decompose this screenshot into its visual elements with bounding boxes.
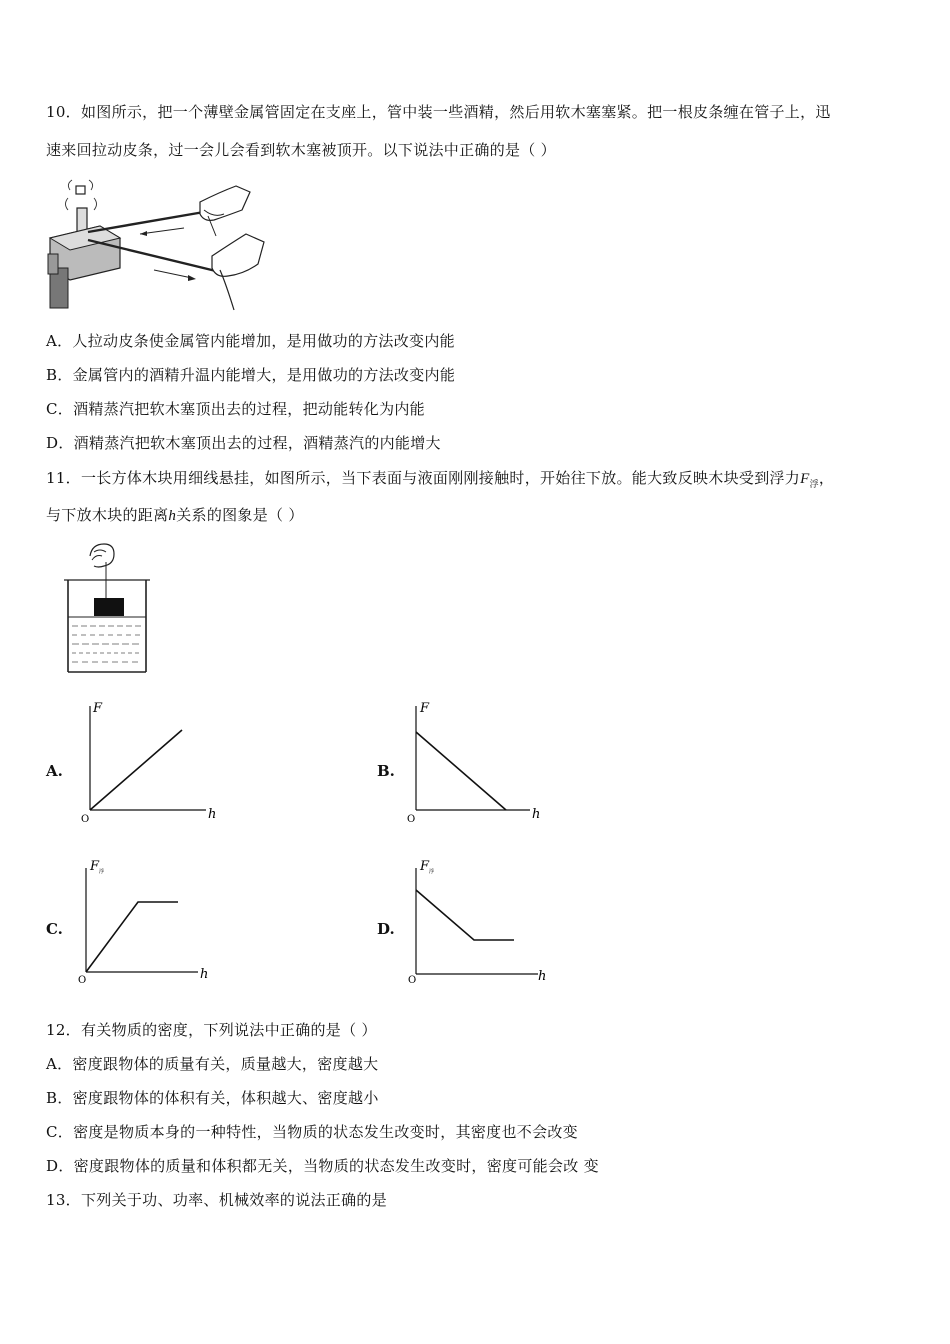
graph-d-x-label: h — [538, 969, 547, 984]
q11-stem-text-c: 关系的图象是（ ） — [176, 506, 304, 524]
q11-graph-d-label: D. — [377, 920, 395, 938]
q12-option-c: C．密度是物质本身的一种特性，当物质的状态发生改变时，其密度也不会改变 — [46, 1123, 578, 1141]
graph-b-x-label: h — [532, 807, 541, 822]
q10-option-d: D．酒精蒸汽把软木塞顶出去的过程，酒精蒸汽的内能增大 — [46, 434, 441, 452]
q10-apparatus-figure — [44, 176, 268, 316]
q10-stem-line1: 10．如图所示，把一个薄壁金属管固定在支座上，管中装一些酒精，然后用软木塞塞紧。把一根皮条缠在管子上，迅 — [46, 103, 831, 121]
graph-d-curve — [416, 890, 514, 940]
q11-graph-c-label: C. — [46, 920, 63, 938]
q11-stem-line1 — [46, 468, 834, 495]
graph-c-x-label: h — [200, 967, 209, 982]
q12-stem: 12．有关物质的密度，下列说法中正确的是（ ） — [46, 1021, 377, 1039]
graph-d-y-main: F — [420, 859, 430, 874]
q13-stem: 13．下列关于功、功率、机械效率的说法正确的是 — [46, 1191, 387, 1209]
q11-stem-f-sub: 浮 — [809, 480, 819, 490]
q11-graph-d — [402, 856, 552, 984]
q12-option-b: B．密度跟物体的体积有关，体积越大、密度越小 — [46, 1089, 379, 1107]
q10-option-b: B．金属管内的酒精升温内能增大，是用做功的方法改变内能 — [46, 366, 456, 384]
graph-b-curve — [416, 732, 506, 810]
graph-b-origin: O — [407, 814, 416, 824]
q11-stem-h: h — [168, 508, 177, 524]
graph-c-y-main: F — [90, 859, 100, 874]
graph-c-curve — [86, 902, 178, 972]
q11-graph-b-label: B. — [377, 762, 395, 780]
graph-a-y-label: F — [93, 701, 103, 716]
graph-c-origin: O — [78, 975, 87, 984]
graph-c-y-sub: 浮 — [99, 869, 105, 875]
graph-a-x-label: h — [208, 807, 217, 822]
graph-a-curve — [90, 730, 182, 810]
q10-option-c: C．酒精蒸汽把软木塞顶出去的过程，把动能转化为内能 — [46, 400, 425, 418]
q10-option-a: A．人拉动皮条使金属管内能增加，是用做功的方法改变内能 — [46, 332, 455, 350]
q11-stem-line2 — [46, 505, 304, 526]
q11-graph-a-label: A. — [46, 762, 63, 780]
graph-d-y-sub: 浮 — [429, 869, 435, 875]
q12-option-d: D．密度跟物体的质量和体积都无关，当物质的状态发生改变时，密度可能会改 变 — [46, 1157, 599, 1175]
q11-stem-text-b: 与下放木块的距离 — [46, 506, 169, 524]
q11-beaker-figure — [60, 542, 154, 678]
q11-graph-b — [402, 698, 552, 824]
graph-d-y-label — [419, 859, 434, 875]
q11-graph-a — [78, 698, 228, 824]
graph-c-y-label — [89, 859, 104, 875]
q11-stem-text-a: 11．一长方体木块用细线悬挂，如图所示，当下表面与液面刚刚接触时，开始往下放。能大致反映木块受到浮力 — [46, 469, 801, 487]
q11-graph-c — [74, 856, 224, 984]
q10-stem-line2: 速来回拉动皮条，过一会儿会看到软木塞被顶开。以下说法中正确的是（ ） — [46, 141, 556, 159]
graph-a-origin: O — [81, 814, 90, 824]
graph-b-y-label: F — [420, 701, 430, 716]
q11-stem-comma: ， — [818, 469, 835, 487]
q11-stem-f: F — [800, 471, 810, 487]
q12-option-a: A．密度跟物体的质量有关，质量越大，密度越大 — [46, 1055, 379, 1073]
graph-d-origin: O — [408, 975, 417, 984]
